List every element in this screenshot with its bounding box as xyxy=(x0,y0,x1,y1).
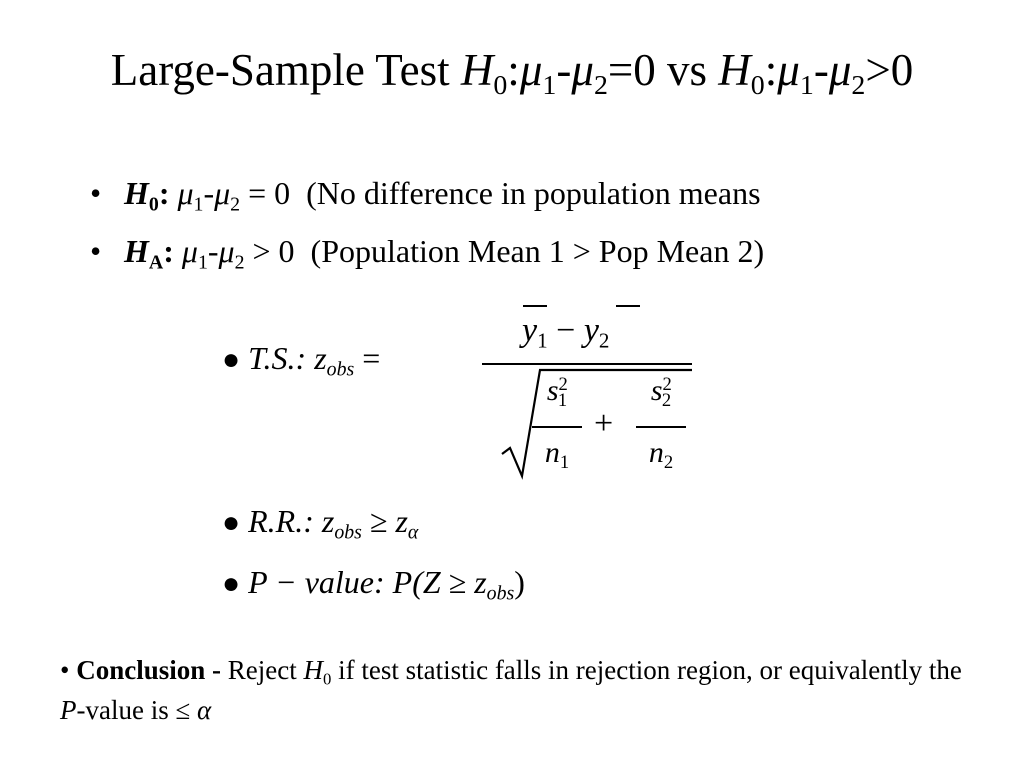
title-mu-sub: 2 xyxy=(851,69,866,101)
conclusion-body: if test statistic falls in rejection region, or equivalently the xyxy=(331,655,962,685)
mu-sub: 2 xyxy=(234,251,245,274)
title-mu: μ xyxy=(519,45,543,95)
title-mu: μ xyxy=(828,45,852,95)
formula-label: P − value: P(Z ≥ xyxy=(248,564,475,600)
conclusion-text xyxy=(60,650,980,730)
n-sub: 1 xyxy=(559,451,570,473)
geq-sign: ≥ xyxy=(361,503,396,539)
title-mu: μ xyxy=(777,45,800,95)
title-h: H xyxy=(460,45,494,95)
y-bar-symbol: y xyxy=(522,312,538,349)
title-h-sub: 0 xyxy=(493,69,508,101)
n-symbol: n xyxy=(544,436,560,469)
mu-symbol: μ xyxy=(181,233,198,269)
title-h: H xyxy=(718,45,751,95)
title-mu-sub: 2 xyxy=(593,69,608,101)
bullet-marker: • xyxy=(90,233,102,269)
alpha-sub: α xyxy=(407,521,419,544)
slide-title xyxy=(0,44,1024,101)
bullet-marker: • xyxy=(60,655,77,685)
h-sub: 0 xyxy=(322,669,332,689)
close-paren: ) xyxy=(514,564,525,600)
s1-squared xyxy=(530,373,584,411)
conclusion-label: Conclusion - xyxy=(76,655,228,685)
alpha-symbol: α xyxy=(197,695,212,725)
hypothesis-colon: : xyxy=(158,175,170,211)
overbar xyxy=(523,305,547,307)
title-colon: : xyxy=(507,45,520,95)
z-sub: obs xyxy=(334,521,362,544)
relation: > 0 xyxy=(244,233,295,269)
overbar xyxy=(616,305,640,307)
n1-denominator xyxy=(530,436,584,473)
hypothesis-note: (No difference in population means xyxy=(306,175,761,211)
y-sub: 2 xyxy=(598,328,610,353)
y-bar-symbol: y xyxy=(583,312,599,349)
n2-denominator xyxy=(634,436,688,473)
z-symbol: z xyxy=(314,340,327,376)
minus-sign: - xyxy=(203,175,215,211)
hypothesis-note: (Population Mean 1 > Pop Mean 2) xyxy=(310,233,765,269)
minus-sign: − xyxy=(556,312,576,349)
z-sub: obs xyxy=(326,358,355,381)
mu-sub: 2 xyxy=(230,193,241,216)
conclusion-body: Reject xyxy=(227,655,304,685)
p-value-formula xyxy=(222,564,525,605)
exponent: 2 xyxy=(558,373,568,395)
formula-label: T.S.: xyxy=(248,340,315,376)
hypothesis-label: H xyxy=(124,175,149,211)
s-sub: 2 xyxy=(661,389,672,411)
n-sub: 2 xyxy=(663,451,674,473)
hypothesis-label-sub: 0 xyxy=(148,193,159,216)
fraction-numerator xyxy=(522,312,610,353)
formula-label: R.R.: xyxy=(248,503,322,539)
formula-bullet: ● xyxy=(222,506,241,539)
formula-bullet: ● xyxy=(222,343,241,376)
title-dash: - xyxy=(556,45,572,95)
title-mu: μ xyxy=(571,45,594,95)
equals-sign: = xyxy=(354,340,381,376)
fraction-bar xyxy=(532,426,582,428)
title-colon: : xyxy=(764,45,778,95)
exponent: 2 xyxy=(662,373,672,395)
test-statistic-formula xyxy=(222,340,381,381)
y-sub: 1 xyxy=(537,328,548,353)
title-text: Large-Sample Test xyxy=(110,45,461,95)
s-symbol: s xyxy=(650,374,663,407)
minus-sign: - xyxy=(207,233,219,269)
title-dash: - xyxy=(813,45,829,95)
s-symbol: s xyxy=(546,374,559,407)
formula-bullet: ● xyxy=(222,567,241,600)
conclusion-body: -value is ≤ xyxy=(76,695,198,725)
mu-symbol: μ xyxy=(214,175,231,211)
title-text: =0 vs xyxy=(607,45,719,95)
s2-squared xyxy=(634,373,688,411)
plus-sign: + xyxy=(594,405,614,442)
bullet-marker: • xyxy=(90,175,102,211)
mu-sub: 1 xyxy=(197,251,208,274)
hypothesis-label-sub: A xyxy=(148,251,164,274)
s-sub: 1 xyxy=(557,389,568,411)
title-mu-sub: 1 xyxy=(542,69,557,101)
z-symbol: z xyxy=(395,503,408,539)
z-sub: obs xyxy=(486,582,515,605)
title-text: >0 xyxy=(865,45,914,95)
h-symbol: H xyxy=(303,655,323,685)
p-symbol: P xyxy=(60,695,77,725)
relation: = 0 xyxy=(240,175,291,211)
mu-symbol: μ xyxy=(177,175,194,211)
n-symbol: n xyxy=(648,436,664,469)
z-symbol: z xyxy=(474,564,487,600)
null-hypothesis-bullet xyxy=(90,175,761,216)
hypothesis-colon: : xyxy=(163,233,174,269)
alternative-hypothesis-bullet xyxy=(90,233,765,274)
hypothesis-label: H xyxy=(124,233,149,269)
fraction-bar xyxy=(636,426,686,428)
z-symbol: z xyxy=(321,503,335,539)
mu-sub: 1 xyxy=(193,193,204,216)
mu-symbol: μ xyxy=(218,233,235,269)
title-h-sub: 0 xyxy=(750,69,765,101)
rejection-region-formula xyxy=(222,503,419,544)
title-mu-sub: 1 xyxy=(799,69,814,101)
